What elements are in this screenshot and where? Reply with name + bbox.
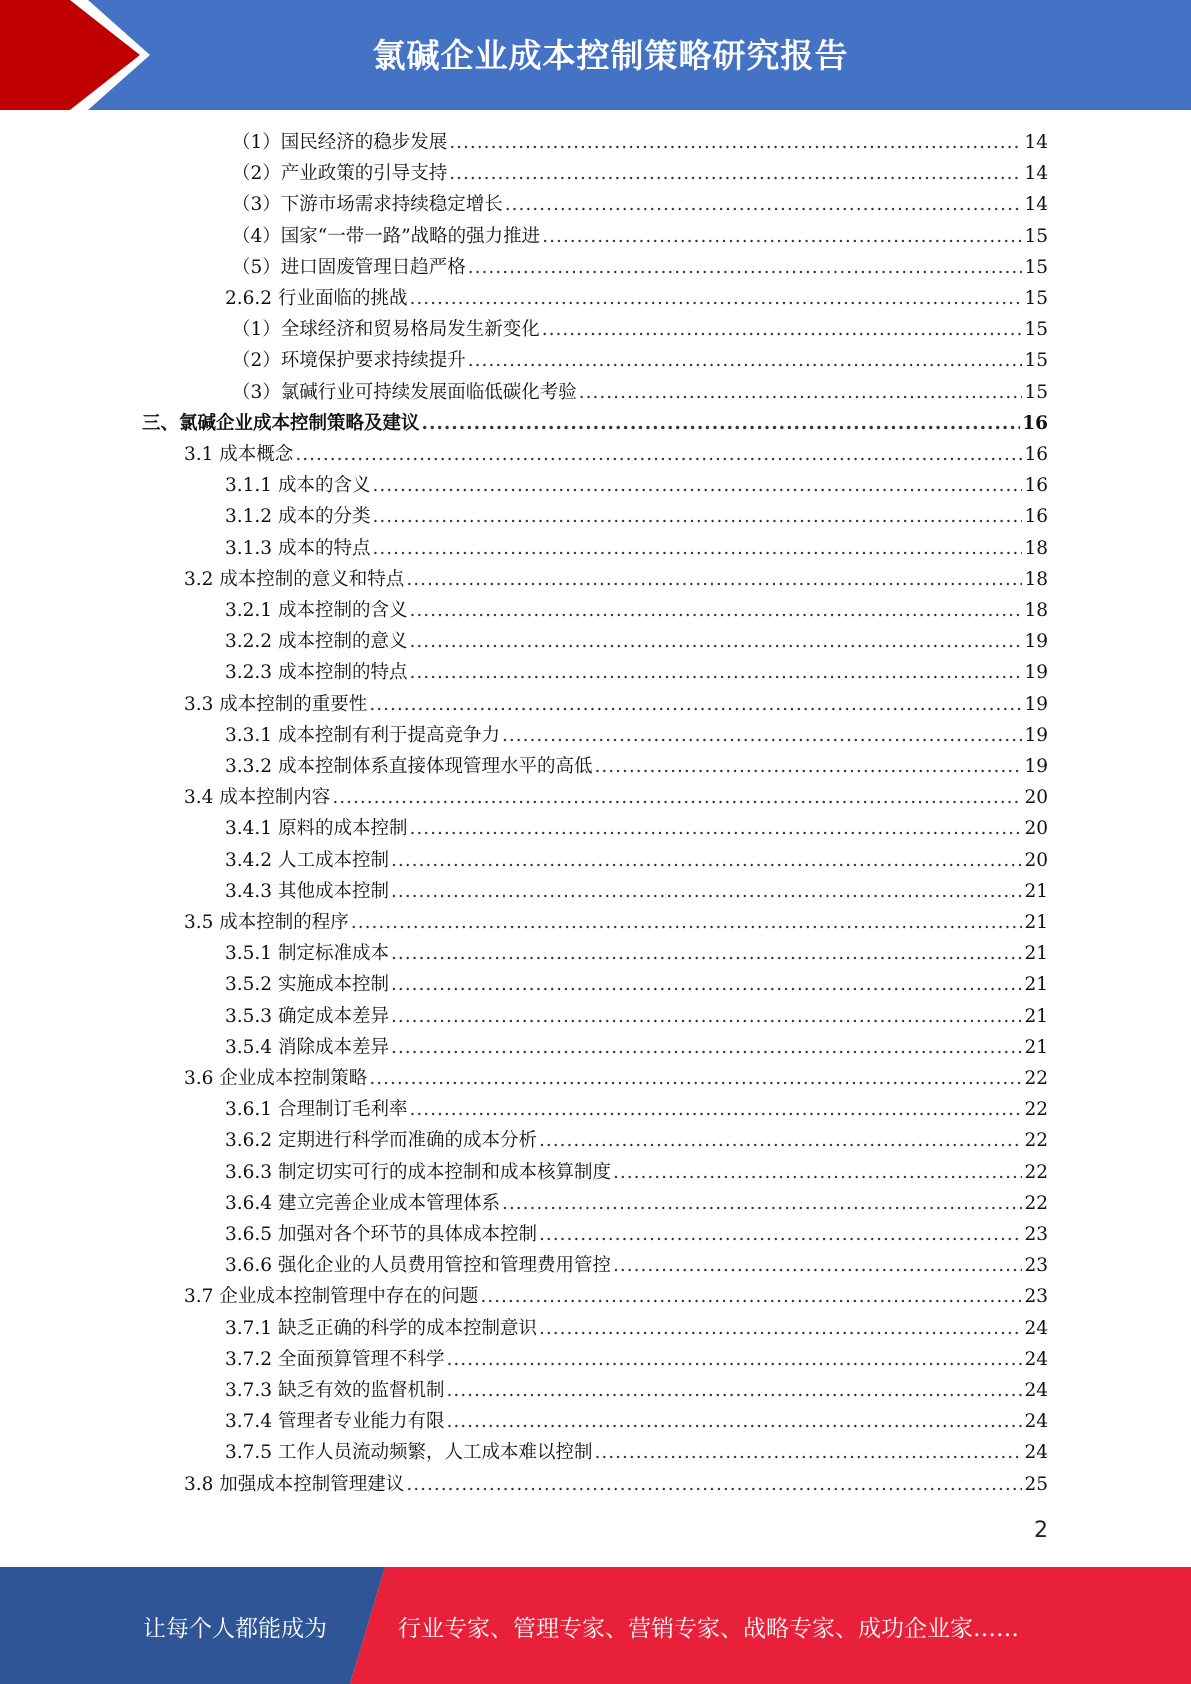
toc-leader-dots — [409, 626, 1022, 657]
toc-leader-dots — [539, 1313, 1022, 1344]
toc-entry-page: 21 — [1024, 912, 1048, 933]
toc-entry-page: 18 — [1024, 537, 1048, 559]
toc-entry-title: 3.2.2 成本控制的意义 — [225, 631, 408, 653]
toc-leader-dots — [372, 501, 1022, 532]
toc-leader-dots — [332, 782, 1022, 813]
toc-entry[interactable] — [225, 1219, 1048, 1250]
toc-entry-title: 3.4 成本控制内容 — [184, 787, 331, 809]
toc-entry-title: 3.6.3 制定切实可行的成本控制和成本核算制度 — [225, 1161, 611, 1183]
toc-entry-title: 3.4.2 人工成本控制 — [225, 849, 389, 871]
toc-entry[interactable] — [225, 470, 1048, 501]
toc-entry-page: 19 — [1024, 693, 1048, 715]
toc-entry-page: 14 — [1024, 132, 1048, 153]
toc-leader-dots — [446, 1344, 1022, 1375]
toc-leader-dots — [594, 751, 1022, 782]
toc-entry[interactable] — [225, 626, 1048, 657]
toc-entry[interactable] — [225, 1001, 1048, 1032]
toc-leader-dots — [391, 1032, 1022, 1063]
toc-entry-title: （3）下游市场需求持续稳定增长 — [232, 194, 503, 216]
toc-entry-title: 3.1.3 成本的特点 — [225, 537, 371, 559]
toc-entry-title: 3.6.4 建立完善企业成本管理体系 — [225, 1192, 500, 1214]
toc-leader-dots — [613, 1157, 1022, 1188]
toc-entry[interactable] — [184, 1063, 1048, 1094]
toc-leader-dots — [542, 221, 1022, 252]
toc-entry-title: 3.7.3 缺乏有效的监督机制 — [225, 1380, 445, 1401]
toc-entry-page: 16 — [1022, 412, 1048, 434]
toc-entry-title: 3.1.2 成本的分类 — [225, 506, 371, 528]
toc-leader-dots — [406, 564, 1022, 595]
toc-entry-page: 22 — [1024, 1161, 1048, 1183]
toc-entry-page: 21 — [1024, 880, 1048, 902]
toc-entry-page: 24 — [1024, 1348, 1048, 1370]
toc-leader-dots — [391, 938, 1022, 969]
toc-entry-page: 23 — [1024, 1255, 1048, 1277]
toc-leader-dots — [295, 439, 1022, 470]
toc-leader-dots — [369, 689, 1022, 720]
toc-entry-title: 3.7.1 缺乏正确的科学的成本控制意识 — [225, 1317, 537, 1339]
toc-entry-page: 18 — [1024, 568, 1048, 590]
toc-leader-dots — [468, 252, 1023, 283]
toc-leader-dots — [391, 1001, 1022, 1032]
toc-entry[interactable] — [225, 1094, 1048, 1125]
toc-entry-page: 19 — [1024, 631, 1048, 653]
toc-entry[interactable] — [225, 1250, 1048, 1281]
toc-leader-dots — [480, 1281, 1022, 1312]
toc-entry-page: 14 — [1024, 163, 1048, 185]
toc-leader-dots — [502, 720, 1022, 751]
toc-entry-page: 19 — [1024, 724, 1048, 746]
toc-entry-title: 3.2 成本控制的意义和特点 — [184, 568, 405, 590]
toc-entry-title: 3.6.5 加强对各个环节的具体成本控制 — [225, 1224, 537, 1245]
header-banner — [0, 0, 1191, 110]
toc-entry-title: 3.7.4 管理者专业能力有限 — [225, 1411, 445, 1433]
toc-leader-dots — [446, 1406, 1022, 1437]
toc-entry-title: （2）产业政策的引导支持 — [232, 163, 448, 185]
toc-entry-title: 3.1.1 成本的含义 — [225, 475, 371, 497]
toc-entry-title: 3.5.4 消除成本差异 — [225, 1036, 389, 1058]
toc-leader-dots — [539, 1219, 1022, 1250]
document-title: 氯碱企业成本控制策略研究报告 — [372, 36, 849, 75]
toc-leader-dots — [391, 876, 1022, 907]
toc-leader-dots — [539, 1125, 1022, 1156]
toc-leader-dots — [409, 813, 1022, 844]
toc-entry[interactable] — [225, 813, 1048, 844]
toc-entry-title: （1）全球经济和贸易格局发生新变化 — [232, 319, 540, 341]
toc-entry[interactable] — [225, 1032, 1048, 1063]
toc-entry-page: 15 — [1024, 256, 1048, 278]
toc-entry-page: 19 — [1024, 756, 1048, 777]
toc-entry-title: 3.6.1 合理制订毛利率 — [225, 1099, 408, 1121]
toc-entry-title: 3.6 企业成本控制策略 — [184, 1068, 368, 1089]
toc-entry-page: 24 — [1024, 1317, 1048, 1339]
toc-leader-dots — [369, 1063, 1022, 1094]
toc-entry-page: 16 — [1024, 444, 1048, 465]
toc-entry[interactable] — [184, 1469, 1048, 1500]
toc-leader-dots — [406, 1469, 1022, 1500]
toc-entry[interactable] — [225, 751, 1048, 782]
toc-entry-page: 23 — [1024, 1286, 1048, 1308]
toc-entry-page: 24 — [1024, 1442, 1048, 1464]
toc-entry[interactable] — [232, 345, 1048, 376]
toc-entry-page: 24 — [1024, 1380, 1048, 1401]
toc-entry-title: 3.6.2 定期进行科学而准确的成本分析 — [225, 1130, 537, 1152]
toc-entry-title: 3.7 企业成本控制管理中存在的问题 — [184, 1286, 479, 1308]
toc-entry-page: 20 — [1024, 818, 1048, 840]
toc-entry-page: 22 — [1024, 1099, 1048, 1121]
toc-entry[interactable] — [184, 782, 1048, 813]
toc-entry[interactable] — [184, 1281, 1048, 1312]
toc-entry-title: 3.5 成本控制的程序 — [184, 912, 349, 933]
toc-entry[interactable] — [225, 283, 1048, 314]
toc-entry-page: 20 — [1024, 787, 1048, 809]
toc-entry-title: 3.8 加强成本控制管理建议 — [184, 1473, 405, 1495]
toc-entry-title: 3.2.1 成本控制的含义 — [225, 600, 408, 621]
toc-entry-page: 15 — [1024, 350, 1048, 372]
toc-entry-page: 15 — [1024, 319, 1048, 341]
toc-entry-page: 21 — [1024, 974, 1048, 996]
toc-leader-dots — [422, 408, 1021, 439]
toc-leader-dots — [391, 969, 1022, 1000]
toc-entry[interactable] — [232, 377, 1048, 408]
toc-entry-page: 23 — [1024, 1224, 1048, 1245]
toc-entry[interactable] — [225, 1375, 1048, 1406]
toc-entry-page: 21 — [1024, 943, 1048, 965]
toc-entry[interactable] — [225, 969, 1048, 1000]
toc-entry-page: 18 — [1024, 600, 1048, 621]
toc-entry-page: 16 — [1024, 475, 1048, 497]
toc-entry[interactable] — [225, 876, 1048, 907]
toc-leader-dots — [372, 533, 1022, 564]
footer-slogan-right: 行业专家、管理专家、营销专家、战略专家、成功企业家…… — [398, 1616, 1019, 1642]
toc-entry[interactable] — [225, 1157, 1048, 1188]
toc-entry-title: 三、氯碱企业成本控制策略及建议 — [142, 412, 420, 434]
toc-entry-title: （3）氯碱行业可持续发展面临低碳化考验 — [232, 381, 577, 403]
footer-slogan-left: 让每个人都能成为 — [143, 1616, 327, 1642]
toc-leader-dots — [391, 845, 1022, 876]
toc-entry-page: 15 — [1024, 225, 1048, 247]
toc-entry[interactable] — [225, 595, 1048, 626]
toc-leader-dots — [579, 377, 1023, 408]
toc-entry-title: 3.3.1 成本控制有利于提高竞争力 — [225, 724, 500, 746]
toc-entry-title: 3.5.3 确定成本差异 — [225, 1005, 389, 1027]
toc-entry[interactable] — [225, 1188, 1048, 1219]
toc-leader-dots — [446, 1375, 1022, 1406]
toc-entry-page: 14 — [1024, 194, 1048, 216]
toc-entry-page: 15 — [1024, 381, 1048, 403]
toc-leader-dots — [409, 283, 1022, 314]
toc-entry[interactable] — [225, 1437, 1048, 1468]
toc-leader-dots — [468, 345, 1023, 376]
toc-entry-page: 24 — [1024, 1411, 1048, 1433]
toc-entry-page: 21 — [1024, 1005, 1048, 1027]
toc-entry-page: 25 — [1024, 1473, 1048, 1495]
toc-leader-dots — [351, 907, 1023, 938]
toc-entry[interactable] — [225, 1406, 1048, 1437]
toc-entry-page: 22 — [1024, 1068, 1048, 1089]
toc-entry[interactable] — [225, 533, 1048, 564]
toc-entry[interactable] — [225, 657, 1048, 688]
toc-entry-page: 19 — [1024, 662, 1048, 684]
toc-entry-title: （4）国家“一带一路”战略的强力推进 — [232, 225, 541, 247]
toc-entry-title: 3.4.1 原料的成本控制 — [225, 818, 408, 840]
toc-entry[interactable] — [225, 1125, 1048, 1156]
toc-entry-title: 3.7.2 全面预算管理不科学 — [225, 1348, 445, 1370]
toc-entry[interactable] — [232, 314, 1048, 345]
footer-banner — [0, 1567, 1191, 1684]
toc-entry-page: 22 — [1024, 1130, 1048, 1152]
toc-entry-title: 3.6.6 强化企业的人员费用管控和管理费用管控 — [225, 1255, 611, 1277]
toc-entry-page: 20 — [1024, 849, 1048, 871]
toc-leader-dots — [409, 657, 1022, 688]
toc-entry[interactable] — [232, 221, 1048, 252]
toc-entry-title: 3.5.2 实施成本控制 — [225, 974, 389, 996]
toc-entry-title: （2）环境保护要求持续提升 — [232, 350, 466, 372]
toc-entry[interactable] — [225, 1313, 1048, 1344]
toc-entry-title: 2.6.2 行业面临的挑战 — [225, 288, 408, 309]
toc-entry-title: （1）国民经济的稳步发展 — [232, 132, 448, 153]
toc-entry[interactable] — [142, 408, 1048, 439]
toc-entry[interactable] — [225, 845, 1048, 876]
toc-entry[interactable] — [232, 127, 1048, 158]
toc-leader-dots — [372, 470, 1022, 501]
toc-entry[interactable] — [184, 689, 1048, 720]
toc-entry-page: 22 — [1024, 1192, 1048, 1214]
toc-leader-dots — [505, 189, 1023, 220]
toc-entry-title: 3.5.1 制定标准成本 — [225, 943, 389, 965]
toc-entry[interactable] — [225, 501, 1048, 532]
toc-entry[interactable] — [184, 439, 1048, 470]
toc-entry-page: 21 — [1024, 1036, 1048, 1058]
toc-leader-dots — [409, 595, 1022, 626]
toc-entry[interactable] — [232, 252, 1048, 283]
toc-entry[interactable] — [225, 938, 1048, 969]
toc-entry[interactable] — [184, 907, 1048, 938]
toc-entry[interactable] — [225, 720, 1048, 751]
toc-entry[interactable] — [232, 158, 1048, 189]
toc-entry-page: 16 — [1024, 506, 1048, 528]
toc-leader-dots — [449, 127, 1022, 158]
toc-entry-page: 15 — [1024, 288, 1048, 309]
toc-leader-dots — [502, 1188, 1022, 1219]
toc-entry[interactable] — [225, 1344, 1048, 1375]
toc-entry-title: （5）进口固废管理日趋严格 — [232, 256, 466, 278]
page-number: 2 — [1034, 1518, 1048, 1543]
toc-entry-title: 3.3 成本控制的重要性 — [184, 693, 368, 715]
toc-leader-dots — [613, 1250, 1022, 1281]
toc-leader-dots — [594, 1437, 1022, 1468]
toc-leader-dots — [409, 1094, 1022, 1125]
toc-leader-dots — [542, 314, 1023, 345]
toc-entry-title: 3.2.3 成本控制的特点 — [225, 662, 408, 684]
toc-entry-title: 3.7.5 工作人员流动频繁，人工成本难以控制 — [225, 1442, 593, 1464]
toc-entry[interactable] — [184, 564, 1048, 595]
toc-entry[interactable] — [232, 189, 1048, 220]
toc-entry-title: 3.4.3 其他成本控制 — [225, 880, 389, 902]
toc-entry-title: 3.3.2 成本控制体系直接体现管理水平的高低 — [225, 756, 593, 777]
toc-leader-dots — [449, 158, 1022, 189]
toc-entry-title: 3.1 成本概念 — [184, 444, 294, 465]
